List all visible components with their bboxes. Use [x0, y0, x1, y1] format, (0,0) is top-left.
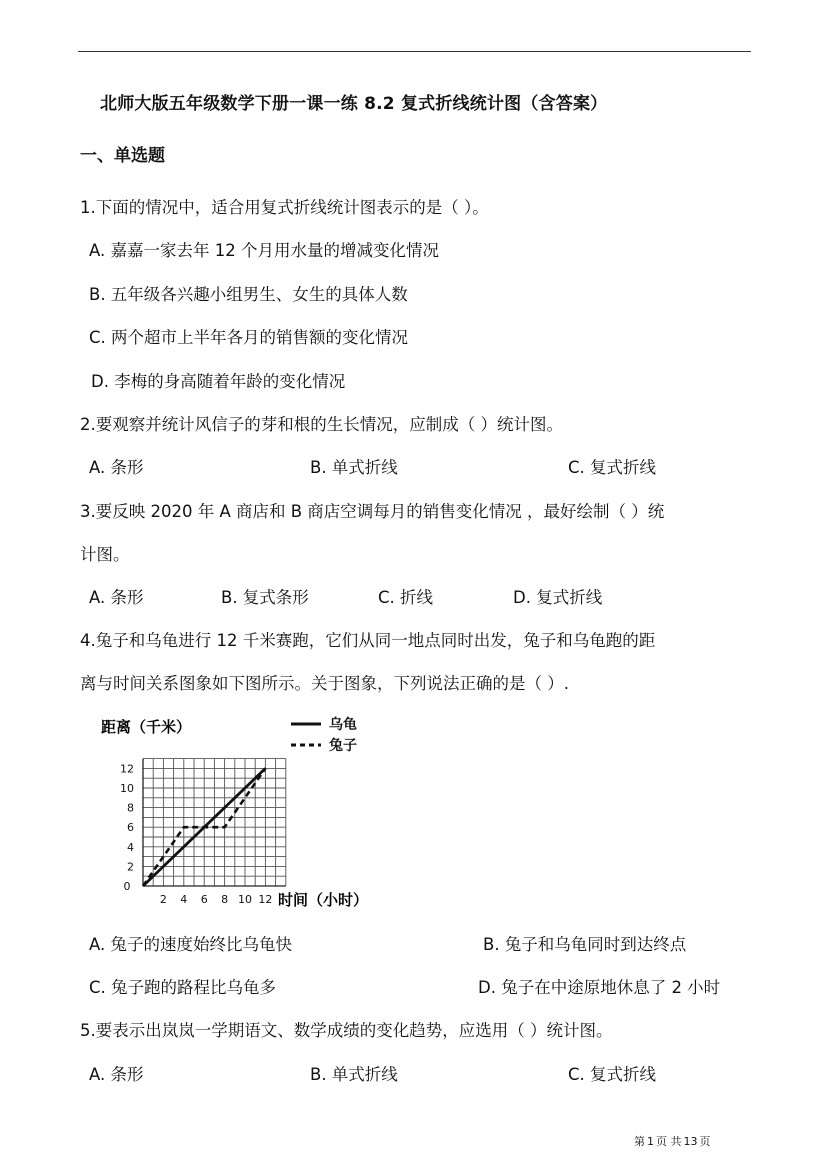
question-1-text: 1.下面的情况中，适合用复式折线统计图表示的是（ ）。 — [80, 198, 489, 217]
q2-option-a[interactable]: A. 条形 — [89, 458, 144, 477]
q1-option-c[interactable]: C. 两个超市上半年各月的销售额的变化情况 — [89, 328, 409, 347]
question-2-text: 2.要观察并统计风信子的芽和根的生长情况，应制成（ ）统计图。 — [80, 415, 563, 434]
page-total: 13 — [683, 1135, 698, 1148]
question-3-text-cont: 计图。 — [80, 545, 130, 564]
x-tick-label: 8 — [221, 893, 229, 906]
question-4-text: 4.兔子和乌龟进行 12 千米赛跑，它们从同一地点同时出发，兔子和乌龟跑的距 — [80, 631, 656, 650]
legend-label-tortoise: 乌龟 — [329, 717, 357, 733]
chart-legend — [291, 716, 357, 754]
q1-option-b[interactable]: B. 五年级各兴趣小组男生、女生的具体人数 — [89, 285, 408, 304]
x-tick-label: 12 — [258, 893, 273, 906]
q4-option-a[interactable]: A. 兔子的速度始终比乌龟快 — [89, 935, 292, 954]
document-title: 北师大版五年级数学下册一课一练 8.2 复式折线统计图（含答案） — [100, 94, 608, 114]
y-tick-label: 12 — [120, 762, 134, 776]
q2-option-b[interactable]: B. 单式折线 — [310, 458, 398, 477]
x-tick-label: 2 — [159, 893, 167, 906]
question-4-text-cont: 离与时间关系图象如下图所示。关于图象，下列说法正确的是（ ）. — [80, 674, 569, 693]
section-heading: 一、单选题 — [80, 146, 165, 166]
footer-mid: 页 共 — [656, 1135, 682, 1148]
distance-time-chart — [95, 710, 385, 915]
q1-option-a[interactable]: A. 嘉嘉一家去年 12 个月用水量的增减变化情况 — [89, 241, 439, 260]
x-tick-label: 0 — [123, 880, 131, 893]
y-tick-label: 8 — [127, 801, 134, 815]
footer-prefix: 第 — [634, 1135, 645, 1148]
page-number: 1 — [647, 1135, 654, 1148]
x-tick-label: 4 — [180, 893, 188, 906]
y-tick-label: 6 — [127, 821, 134, 835]
x-tick-label: 6 — [200, 893, 208, 906]
page-footer — [633, 1133, 712, 1149]
y-tick-label: 2 — [127, 860, 134, 874]
footer-suffix: 页 — [699, 1135, 711, 1148]
legend-label-rabbit: 兔子 — [329, 738, 357, 754]
q5-option-b[interactable]: B. 单式折线 — [310, 1065, 398, 1084]
y-axis-label: 距离（千米） — [101, 718, 192, 736]
header-rule — [78, 51, 751, 52]
question-3-text: 3.要反映 2020 年 A 商店和 B 商店空调每月的销售变化情况 ，最好绘制（ ）统 — [80, 502, 665, 521]
question-5-text: 5.要表示出岚岚一学期语文、数学成绩的变化趋势，应选用（ ）统计图。 — [80, 1021, 613, 1040]
q3-option-d[interactable]: D. 复式折线 — [513, 588, 603, 607]
y-tick-label: 10 — [120, 782, 134, 795]
q3-option-c[interactable]: C. 折线 — [378, 588, 434, 607]
q5-option-a[interactable]: A. 条形 — [89, 1065, 144, 1084]
q2-option-c[interactable]: C. 复式折线 — [568, 458, 657, 477]
q5-option-c[interactable]: C. 复式折线 — [568, 1065, 657, 1084]
x-axis-label: 时间（小时） — [278, 891, 369, 909]
q3-option-a[interactable]: A. 条形 — [89, 588, 144, 607]
q3-option-b[interactable]: B. 复式条形 — [221, 588, 309, 607]
x-tick-label: 10 — [238, 893, 252, 906]
y-tick-label: 4 — [127, 840, 134, 854]
q4-option-d[interactable]: D. 兔子在中途原地休息了 2 小时 — [478, 978, 721, 997]
q4-option-c[interactable]: C. 兔子跑的路程比乌龟多 — [89, 978, 277, 997]
q1-option-d[interactable]: D. 李梅的身高随着年龄的变化情况 — [91, 372, 346, 391]
q4-option-b[interactable]: B. 兔子和乌龟同时到达终点 — [483, 935, 687, 954]
